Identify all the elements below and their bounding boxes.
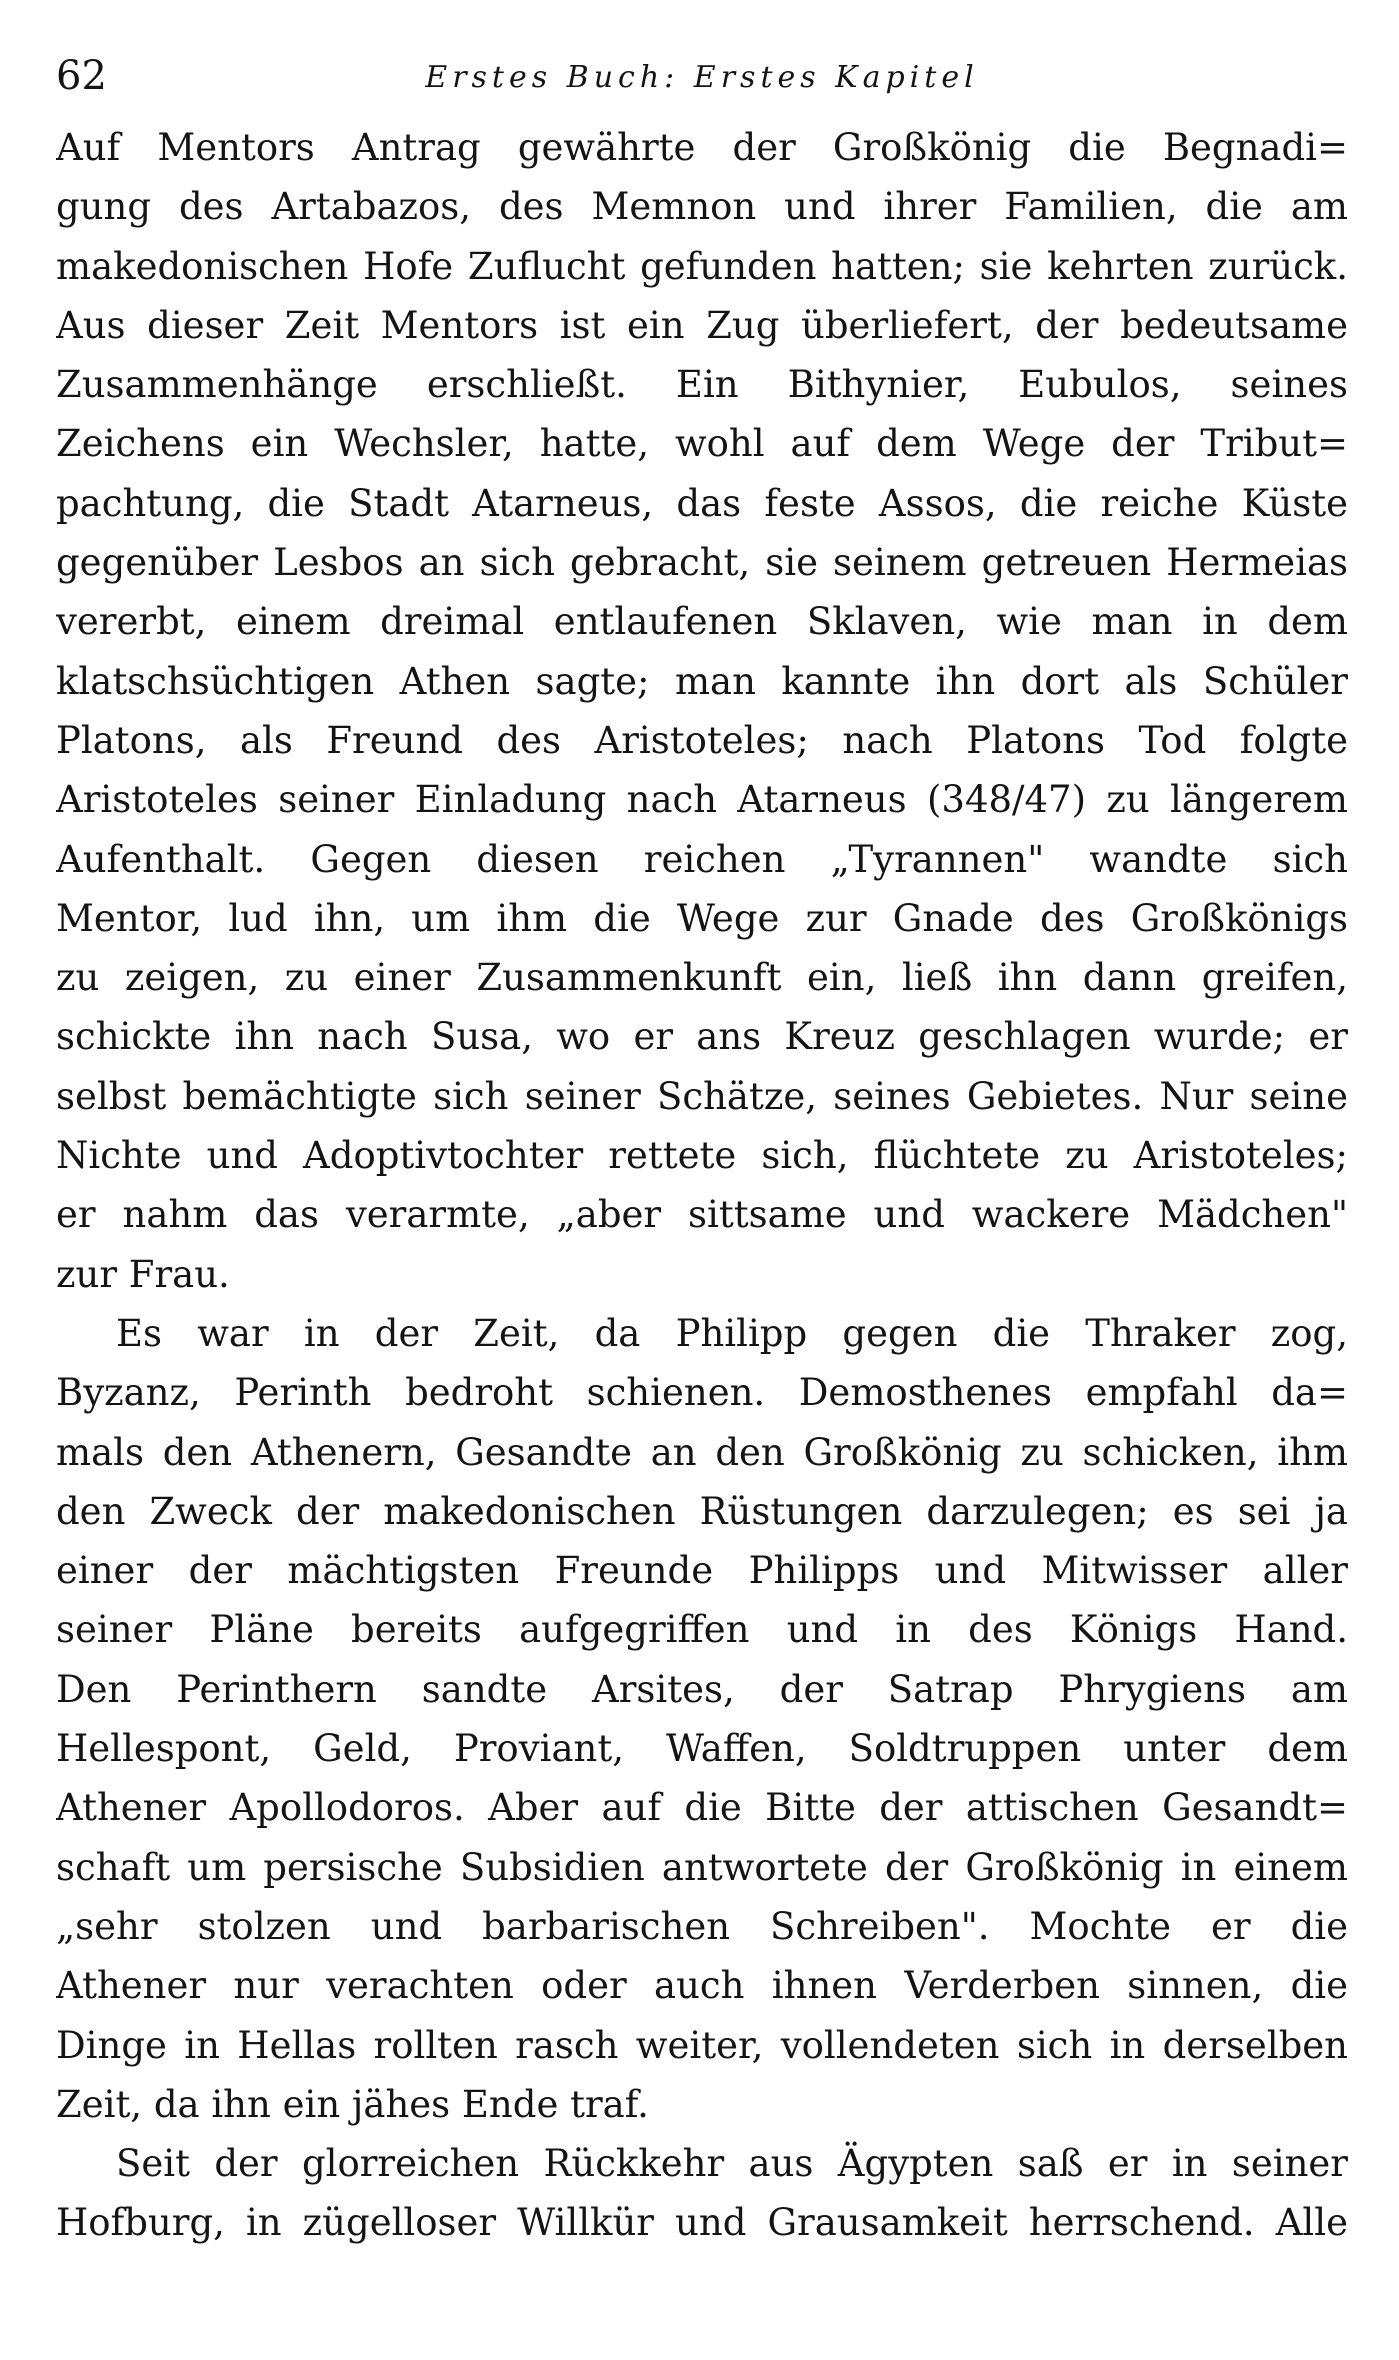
text-line: klatschsüchtigen Athen sagte; man kannte ihn dort als Schüler <box>56 659 1348 703</box>
page-header <box>56 44 1348 114</box>
text-line: Seit der glorreichen Rückkehr aus Ägypten saß er in seiner <box>116 2142 1348 2186</box>
text-line: Dinge in Hellas rollten rasch weiter, vollendeten sich in derselben <box>56 2023 1348 2067</box>
page-number: 62 <box>56 53 107 99</box>
text-line: selbst bemächtigte sich seiner Schätze, seines Gebietes. Nur seine <box>56 1074 1348 1118</box>
text-line: schaft um persische Subsidien antwortete der Großkönig in einem <box>56 1845 1348 1889</box>
text-line: Aus dieser Zeit Mentors ist ein Zug überliefert, der bedeutsame <box>56 303 1348 347</box>
text-line: schickte ihn nach Susa, wo er ans Kreuz geschlagen wurde; er <box>56 1015 1348 1059</box>
text-line: gegenüber Lesbos an sich gebracht, sie seinem getreuen Hermeias <box>56 541 1348 585</box>
text-line: mals den Athenern, Gesandte an den Großkönig zu schicken, ihm <box>56 1430 1348 1474</box>
text-line: Zusammenhänge erschließt. Ein Bithynier, Eubulos, seines <box>56 363 1348 407</box>
text-line: den Zweck der makedonischen Rüstungen darzulegen; es sei ja <box>56 1489 1348 1533</box>
text-line: Hofburg, in zügelloser Willkür und Grausamkeit herrschend. Alle <box>56 2201 1348 2245</box>
text-line: Es war in der Zeit, da Philipp gegen die Thraker zog, <box>116 1311 1348 1355</box>
running-head: Erstes Buch: Erstes Kapitel <box>425 60 979 95</box>
text-line: zur Frau. <box>56 1252 230 1296</box>
text-line: gung des Artabazos, des Memnon und ihrer Familien, die am <box>56 185 1348 229</box>
text-line: Zeichens ein Wechsler, hatte, wohl auf dem Wege der Tribut= <box>56 422 1348 466</box>
text-line: Den Perinthern sandte Arsites, der Satrap Phrygiens am <box>56 1667 1348 1711</box>
text-line: vererbt, einem dreimal entlaufenen Sklaven, wie man in dem <box>56 600 1348 644</box>
text-line: Hellespont, Geld, Proviant, Waffen, Soldtruppen unter dem <box>56 1727 1348 1771</box>
text-line: Nichte und Adoptivtochter rettete sich, flüchtete zu Aristoteles; <box>56 1134 1348 1178</box>
text-line: Platons, als Freund des Aristoteles; nach Platons Tod folgte <box>56 718 1348 762</box>
text-line: Zeit, da ihn ein jähes Ende traf. <box>56 2082 649 2126</box>
text-line: Aristoteles seiner Einladung nach Atarneus (348/47) zu längerem <box>56 778 1348 822</box>
text-line: Athener nur verachten oder auch ihnen Verderben sinnen, die <box>56 1964 1348 2008</box>
text-line: pachtung, die Stadt Atarneus, das feste Assos, die reiche Küste <box>56 481 1348 525</box>
body-text <box>56 118 1348 2253</box>
text-line: er nahm das verarmte, „aber sittsame und wackere Mädchen" <box>56 1193 1348 1237</box>
text-line: Athener Apollodoros. Aber auf die Bitte der attischen Gesandt= <box>56 1786 1348 1830</box>
text-line: einer der mächtigsten Freunde Philipps und Mitwisser aller <box>56 1549 1348 1593</box>
text-line: Byzanz, Perinth bedroht schienen. Demosthenes empfahl da= <box>56 1371 1348 1415</box>
text-line: makedonischen Hofe Zuflucht gefunden hatten; sie kehrten zurück. <box>56 244 1348 288</box>
text-line: „sehr stolzen und barbarischen Schreiben". Mochte er die <box>56 1904 1348 1948</box>
text-line: Auf Mentors Antrag gewährte der Großkönig die Begnadi= <box>56 126 1348 169</box>
text-line: Mentor, lud ihn, um ihm die Wege zur Gnade des Großkönigs <box>56 896 1348 940</box>
text-line: seiner Pläne bereits aufgegriffen und in des Königs Hand. <box>56 1608 1348 1652</box>
text-line: Aufenthalt. Gegen diesen reichen „Tyrannen" wandte sich <box>56 837 1348 881</box>
text-line: zu zeigen, zu einer Zusammenkunft ein, ließ ihn dann greifen, <box>56 956 1348 1000</box>
